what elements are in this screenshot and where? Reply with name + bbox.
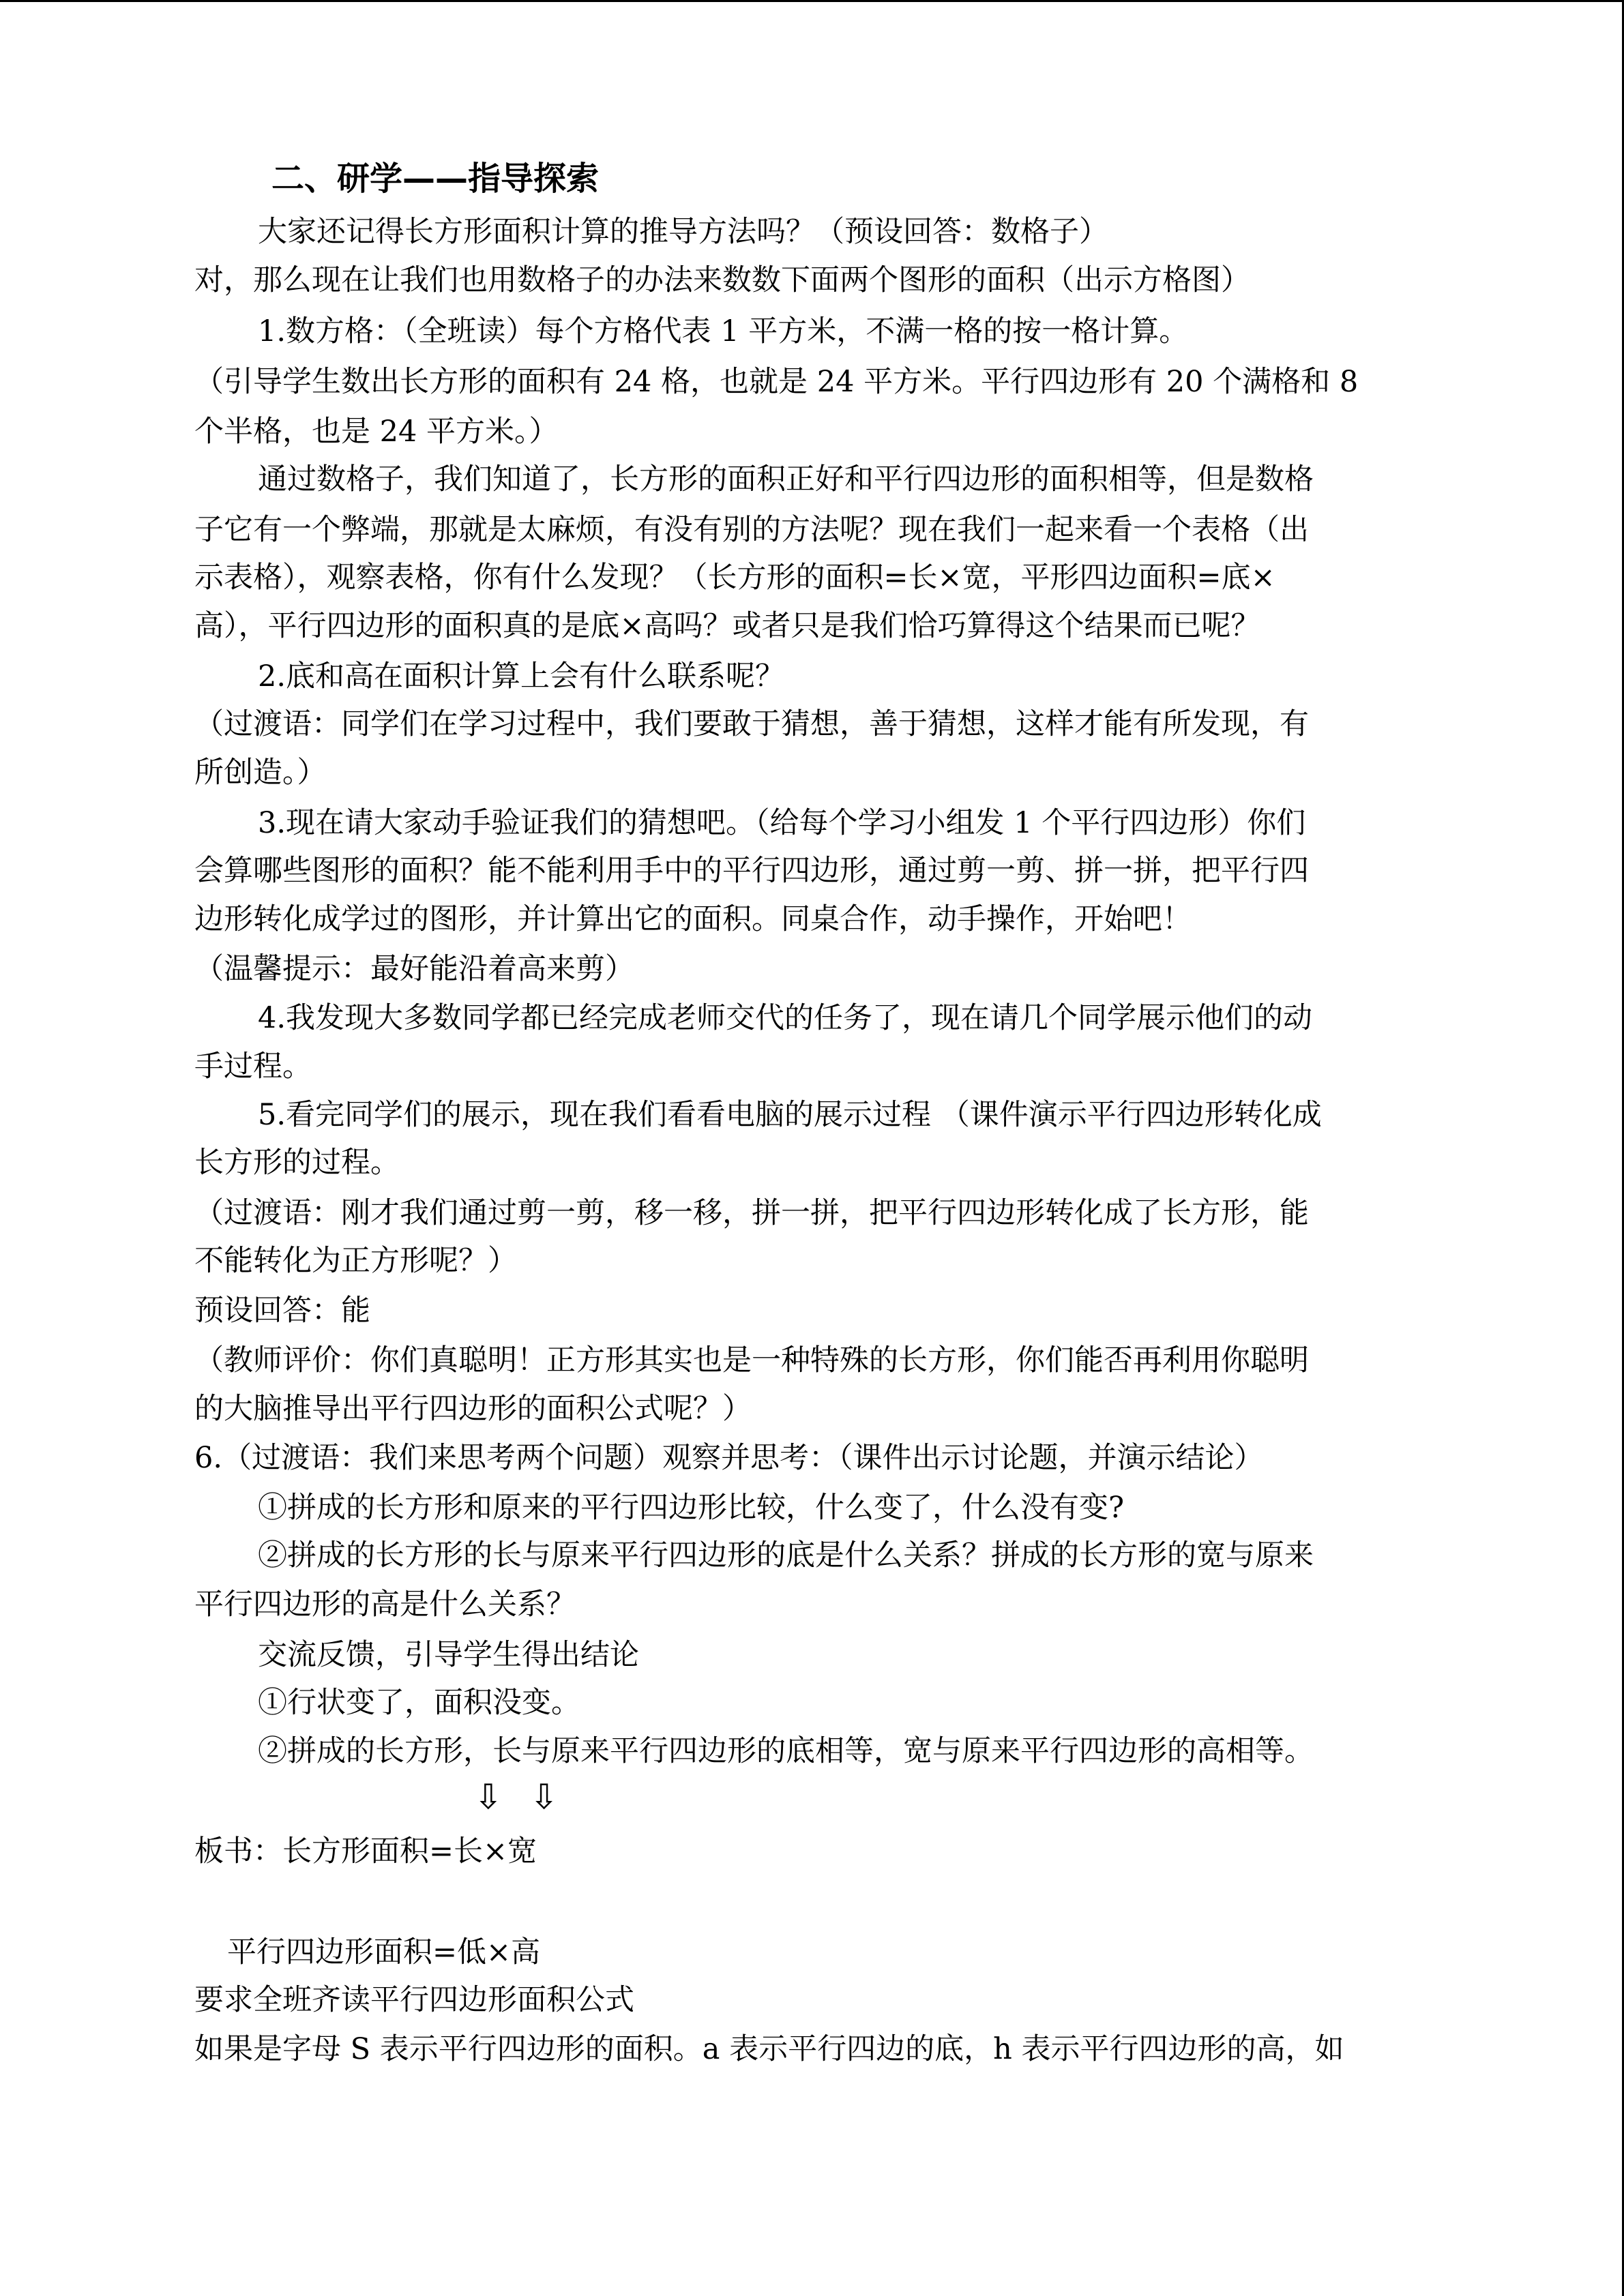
paragraph-line: 高），平行四边形的面积真的是底×高吗？或者只是我们恰巧算得这个结果而已呢？ — [194, 609, 1260, 643]
paragraph-line: ②拼成的长方形，长与原来平行四边形的底相等，宽与原来平行四边形的高相等。 — [258, 1734, 1314, 1768]
paragraph-line: 4.我发现大多数同学都已经完成老师交代的任务了，现在请几个同学展示他们的动 — [258, 1001, 1313, 1035]
paragraph-line: ①行状变了，面积没变。 — [258, 1686, 580, 1720]
paragraph-line: 所创造。） — [194, 756, 327, 790]
paragraph-line: 平行四边形面积=低×高 — [227, 1935, 541, 1969]
page-top-border — [0, 0, 1624, 2]
paragraph-line: （过渡语：刚才我们通过剪一剪，移一移，拼一拼，把平行四边形转化成了长方形，能 — [194, 1196, 1309, 1230]
paragraph-line: 6.（过渡语：我们来思考两个问题）观察并思考：（课件出示讨论题，并演示结论） — [194, 1441, 1264, 1475]
paragraph-line: 要求全班齐读平行四边形面积公式 — [194, 1983, 634, 2017]
paragraph-line: ①拼成的长方形和原来的平行四边形比较，什么变了，什么没有变? — [258, 1491, 1125, 1525]
paragraph-line: 通过数格子，我们知道了，长方形的面积正好和平行四边形的面积相等，但是数格 — [258, 462, 1314, 496]
paragraph-line: 示表格），观察表格，你有什么发现？（长方形的面积=长×宽，平形四边面积=底× — [194, 561, 1275, 595]
paragraph-line: 板书：长方形面积=长×宽 — [194, 1834, 537, 1868]
paragraph-line: 交流反馈，引导学生得出结论 — [258, 1638, 639, 1672]
paragraph-line: 长方形的过程。 — [194, 1146, 400, 1180]
paragraph-line: 子它有一个弊端，那就是太麻烦，有没有别的方法呢？现在我们一起来看一个表格（出 — [194, 513, 1309, 547]
paragraph-line: 预设回答：能 — [194, 1294, 370, 1328]
paragraph-line: （教师评价：你们真聪明！正方形其实也是一种特殊的长方形，你们能否再利用你聪明 — [194, 1343, 1309, 1377]
section-heading: 二、研学——指导探索 — [271, 160, 600, 198]
paragraph-line: （过渡语：同学们在学习过程中，我们要敢于猜想，善于猜想，这样才能有所发现，有 — [194, 707, 1309, 741]
paragraph-line: 5.看完同学们的展示，现在我们看看电脑的展示过程 （课件演示平行四边形转化成 — [258, 1098, 1322, 1132]
down-arrows: ⇩ ⇩ — [474, 1777, 567, 1817]
paragraph-line: （引导学生数出长方形的面积有 24 格，也就是 24 平方米。平行四边形有 20 个满格和 8 — [194, 365, 1359, 399]
paragraph-line: 3.现在请大家动手验证我们的猜想吧。（给每个学习小组发 1 个平行四边形）你们 — [258, 806, 1306, 840]
paragraph-line: 平行四边形的高是什么关系？ — [194, 1587, 576, 1622]
paragraph-line: 1.数方格：（全班读）每个方格代表 1 平方米，不满一格的按一格计算。 — [258, 314, 1189, 348]
paragraph-line: 如果是字母 S 表示平行四边形的面积。a 表示平行四边的底，h 表示平行四边形的高，如 — [194, 2032, 1344, 2066]
paragraph-line: 会算哪些图形的面积？能不能利用手中的平行四边形，通过剪一剪、拼一拼，把平行四 — [194, 854, 1309, 888]
paragraph-line: 2.底和高在面积计算上会有什么联系呢？ — [258, 659, 785, 694]
paragraph-line: 的大脑推导出平行四边形的面积公式呢？） — [194, 1392, 752, 1426]
paragraph-line: 不能转化为正方形呢？） — [194, 1244, 517, 1278]
paragraph-line: ②拼成的长方形的长与原来平行四边形的底是什么关系？拼成的长方形的宽与原来 — [258, 1538, 1314, 1572]
paragraph-line: 边形转化成学过的图形，并计算出它的面积。同桌合作，动手操作，开始吧！ — [194, 902, 1192, 936]
paragraph-line: 手过程。 — [194, 1049, 312, 1084]
paragraph-line: 大家还记得长方形面积计算的推导方法吗？（预设回答：数格子） — [258, 215, 1108, 249]
paragraph-line: 个半格，也是 24 平方米。） — [194, 415, 559, 449]
paragraph-line: （温馨提示：最好能沿着高来剪） — [194, 952, 634, 986]
paragraph-line: 对，那么现在让我们也用数格子的办法来数数下面两个图形的面积（出示方格图） — [194, 263, 1250, 297]
